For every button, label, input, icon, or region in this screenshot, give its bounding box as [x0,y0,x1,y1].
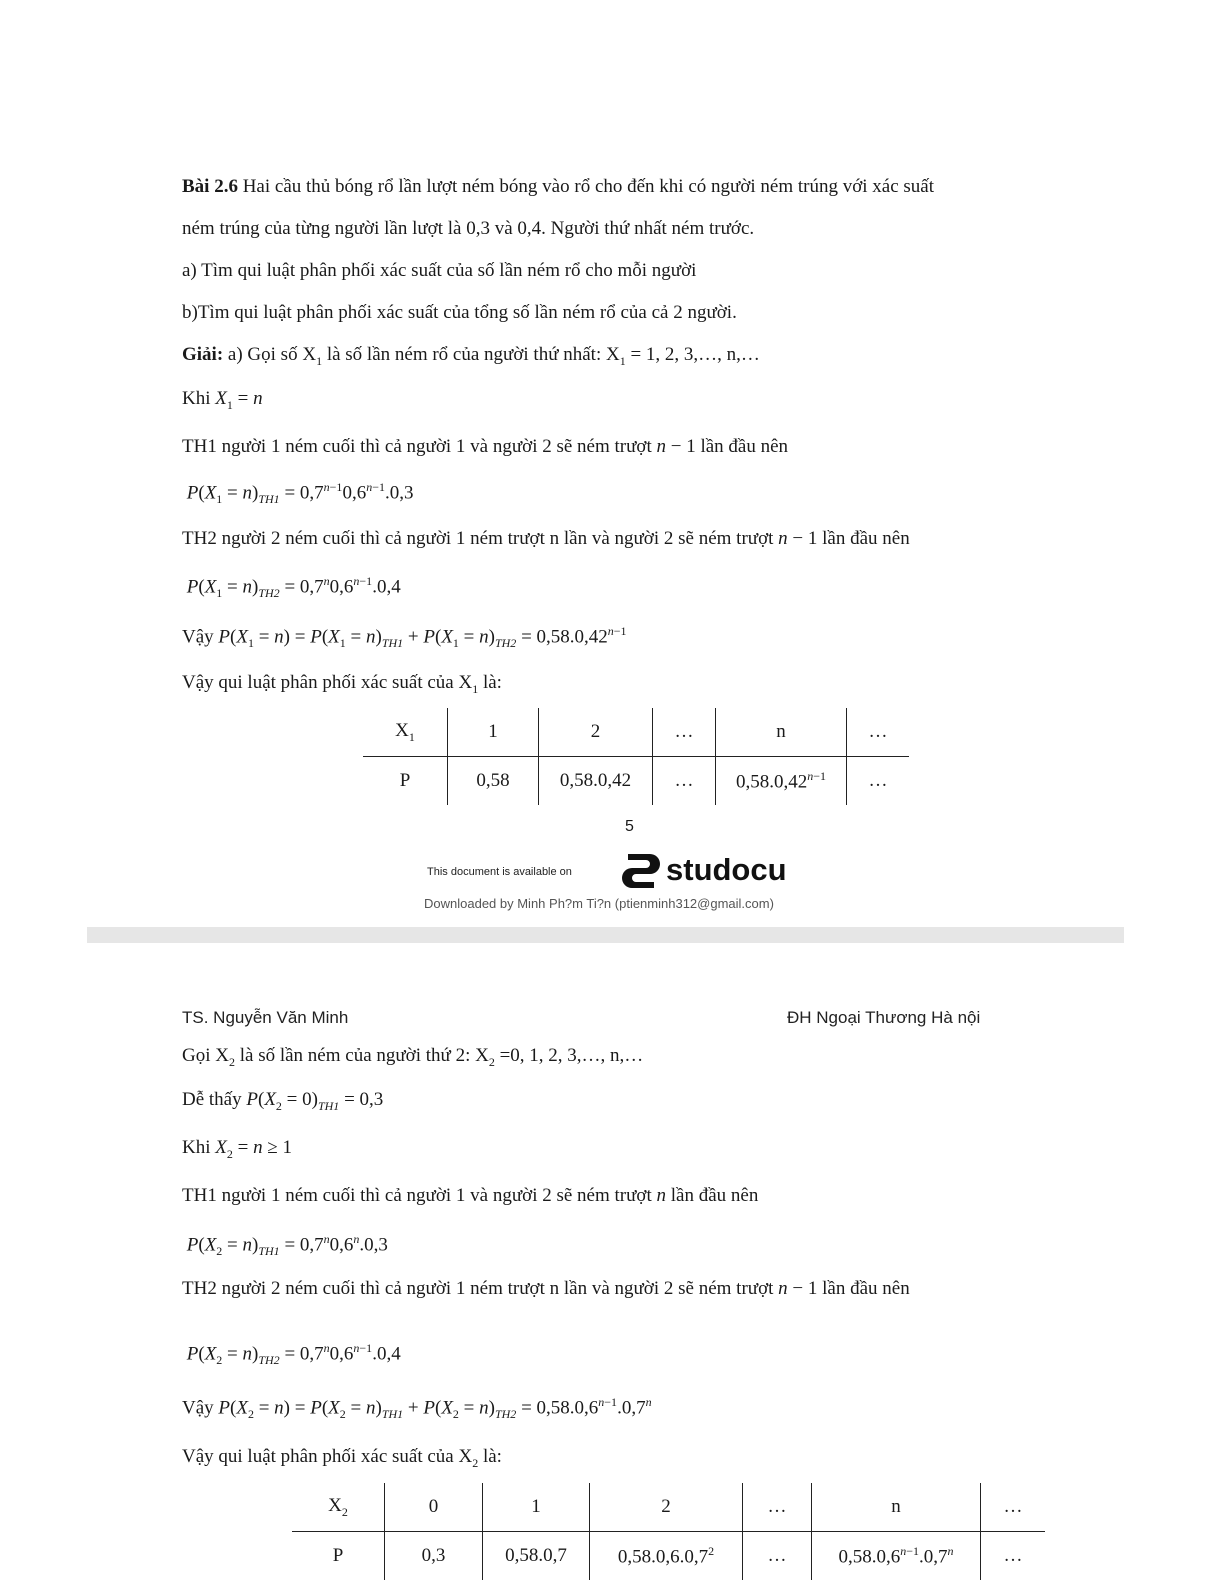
case-1-text-x2: TH1 người 1 ném cuối thì cả người 1 và người 2 sẽ ném trượt n lần đầu nên [182,1185,759,1206]
distribution-table-x1 [363,708,909,805]
table-cell: 0,58.0,7 [483,1532,590,1581]
formula-p-x2-th2: $P(X_2 = n)_{TH2} = 0,7^n0,6^{n-1}.0,4$ [186,1341,401,1368]
problem-statement-line-2: ném trúng của từng người lần lượt là 0,3 và 0,4. Người thứ nhất ném trước. [182,218,755,239]
formula-p-x2-total: Vậy $P(X_2 = n) = P(X_2 = n)_{TH1} + P(X_2 = n)_{TH2} = 0,58.0,6^{n-1}.0,7^n$ [182,1395,652,1422]
table-row [292,1483,1045,1532]
table-cell: 0,58.0,6.0,7$^2$ [590,1532,743,1581]
header-author: TS. Nguyễn Văn Minh [182,1008,349,1027]
page-separator [87,927,1124,943]
table-cell: 2 [590,1483,743,1532]
studocu-logo-text: studocu [666,852,787,887]
table-header-cell: $X_1$ [363,708,448,757]
table-cell: … [981,1483,1046,1532]
studocu-logo[interactable] [620,850,787,890]
document-availability-text: This document is available on [427,866,572,878]
solution-intro: Giải: a) Gọi số $X_1$ là số lần ném rổ của người thứ nhất: $X_1 = 1$, 2, 3,…, n,… [182,344,760,368]
formula-p-x2-th1: $P(X_2 = n)_{TH1} = 0,7^n0,6^n.0,3$ [186,1232,388,1259]
table-header-cell: $X_2$ [292,1483,385,1532]
table-cell: 0,58 [448,757,539,806]
table-cell: $0,58.0,42^{n-1}$ [716,757,847,806]
table-cell: … [653,757,716,806]
formula-p-x1-total: Vậy $P(X_1 = n) = P(X_1 = n)_{TH1} + P(X_1 = n)_{TH2} = 0,58.0,42^{n-1}$ [182,624,627,651]
distribution-table-x2 [292,1483,1045,1580]
x2-definition: Gọi $X_2$ là số lần ném của người thứ 2: $X_2 =0$, 1, 2, 3,…, n,… [182,1045,644,1069]
question-a: a) Tìm qui luật phân phối xác suất của số lần ném rổ cho mỗi người [182,260,697,281]
table-cell: … [653,708,716,757]
table-cell: … [743,1483,812,1532]
distribution-law-x2-label: Vậy qui luật phân phối xác suất của $X_2$ là: [182,1446,502,1470]
case-2-text: TH2 người 2 ném cuối thì cả người 1 ném trượt n lần và người 2 sẽ ném trượt n − 1 lần đầu nên [182,528,910,549]
table-cell: … [981,1532,1046,1581]
question-b: b)Tìm qui luật phân phối xác suất của tổng số lần ném rổ của cả 2 người. [182,302,737,323]
page-number: 5 [625,818,634,835]
table-cell: 1 [448,708,539,757]
formula-p-x1-th1: $P(X_1 = n)_{TH1} = 0,7^{n-1}0,6^{n-1}.0,3$ [186,480,414,507]
formula-p-x2-zero: Dễ thấy $P(X_2 = 0)_{TH1} = 0,3$ [182,1089,384,1113]
table-header-cell: P [332,1545,344,1566]
case-x1-equals-n: Khi $X_1 = n$ [182,388,263,412]
distribution-law-x1-label: Vậy qui luật phân phối xác suất của $X_1$ là: [182,672,502,696]
table-cell: $0,58.0,6^{n-1}.0,7^n$ [812,1532,981,1581]
table-row [363,757,909,806]
table-cell: 1 [483,1483,590,1532]
table-cell: … [847,757,910,806]
table-cell: … [743,1532,812,1581]
table-row [292,1532,1045,1581]
table-header-cell: P [399,770,411,791]
problem-statement-line-1: Bài 2.6 Hai cầu thủ bóng rổ lần lượt ném bóng vào rổ cho đến khi có người ném trúng với xác suất [182,176,935,197]
table-row [363,708,909,757]
case-x2-equals-n: Khi $X_2 = n \ge 1$ [182,1137,293,1161]
table-cell: 0,3 [385,1532,483,1581]
table-cell: … [847,708,910,757]
case-1-text: TH1 người 1 ném cuối thì cả người 1 và người 2 sẽ ném trượt n − 1 lần đầu nên [182,436,789,457]
studocu-logo-icon [620,850,662,890]
formula-p-x1-th2: $P(X_1 = n)_{TH2} = 0,7^n0,6^{n-1}.0,4$ [186,574,401,601]
table-cell: 2 [539,708,653,757]
header-university: ĐH Ngoại Thương Hà nội [787,1008,981,1027]
table-cell: 0 [385,1483,483,1532]
problem-number: Bài 2.6 [182,176,238,197]
table-cell: n [716,708,847,757]
download-attribution: Downloaded by Minh Ph?m Ti?n (ptienminh312@gmail.com) [424,896,774,911]
case-2-text-x2: TH2 người 2 ném cuối thì cả người 1 ném trượt n lần và người 2 sẽ ném trượt n − 1 lần đầu nên [182,1278,910,1299]
table-cell: n [812,1483,981,1532]
table-cell: 0,58.0,42 [539,757,653,806]
